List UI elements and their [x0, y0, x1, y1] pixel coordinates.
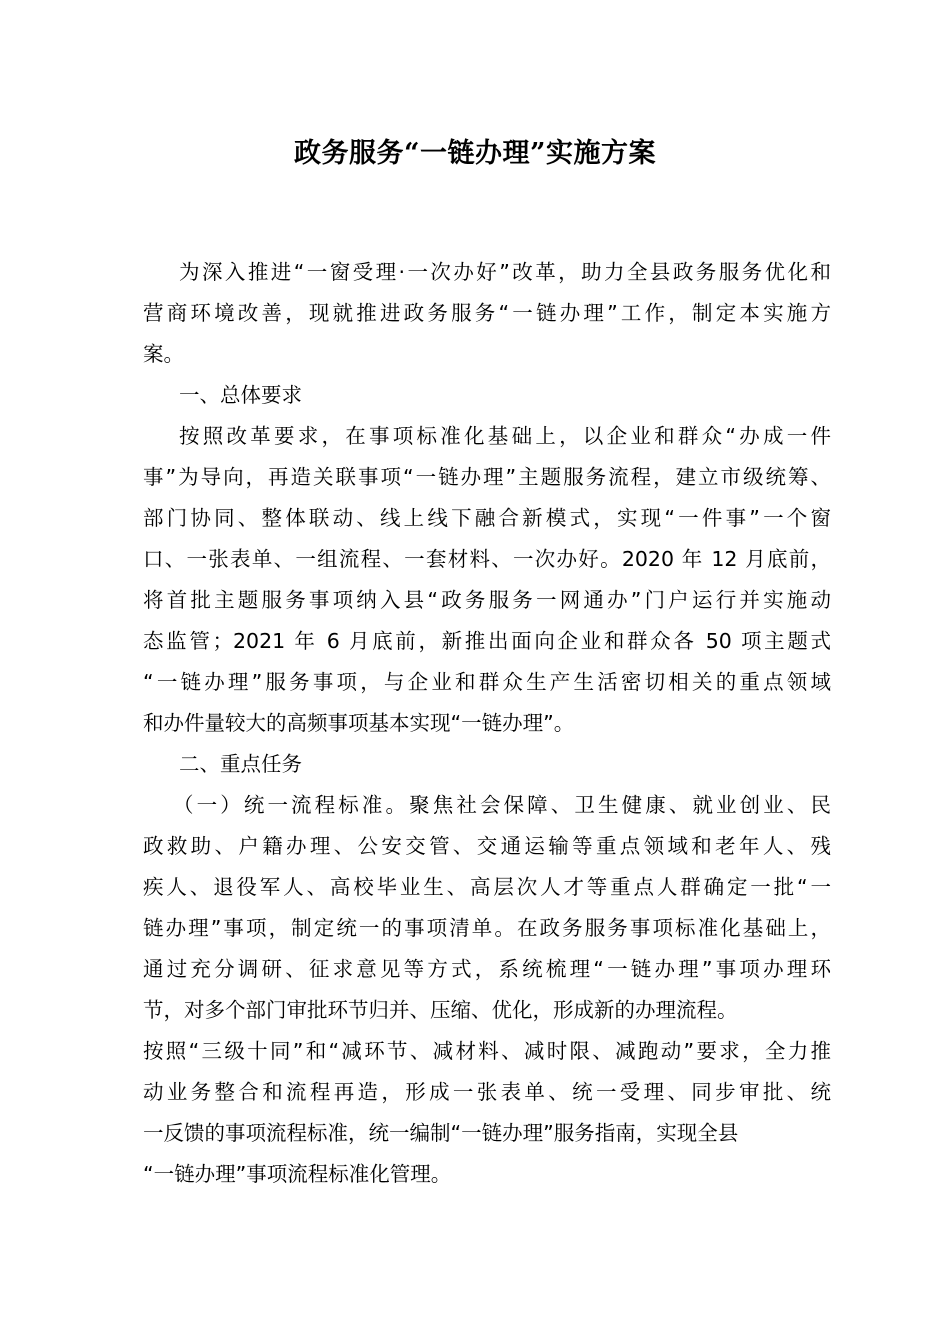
paragraph-line: 口、一张表单、一组流程、一套材料、一次办好。2020 年 12 月底前， — [143, 547, 831, 571]
paragraph-line: 营商环境改善，现就推进政务服务“一链办理”工作，制定本实施方 — [143, 301, 831, 325]
section-heading: 一、总体要求 — [179, 383, 302, 407]
paragraph-line: 将首批主题服务事项纳入县“政务服务一网通办”门户运行并实施动 — [143, 588, 831, 612]
paragraph-line: 通过充分调研、征求意见等方式，系统梳理“一链办理”事项办理环 — [143, 957, 831, 981]
paragraph-line: 态监管；2021 年 6 月底前，新推出面向企业和群众各 50 项主题式 — [143, 629, 831, 653]
paragraph-line: 链办理”事项，制定统一的事项清单。在政务服务事项标准化基础上， — [143, 916, 831, 940]
paragraph-line: 政救助、户籍办理、公安交管、交通运输等重点领域和老年人、残 — [143, 834, 831, 858]
paragraph-line: 部门协同、整体联动、线上线下融合新模式，实现“一件事”一个窗 — [143, 506, 831, 530]
paragraph-line: 案。 — [143, 342, 184, 366]
paragraph-line: 按照改革要求，在事项标准化基础上，以企业和群众“办成一件 — [179, 424, 831, 448]
paragraph-line: 事”为导向，再造关联事项“一链办理”主题服务流程，建立市级统筹、 — [143, 465, 831, 489]
paragraph-line: 节，对多个部门审批环节归并、压缩、优化，形成新的办理流程。 — [143, 998, 738, 1022]
document-title: 政务服务“一链办理”实施方案 — [293, 138, 657, 169]
paragraph-line: 动业务整合和流程再造，形成一张表单、统一受理、同步审批、统 — [143, 1080, 831, 1104]
section-heading: 二、重点任务 — [179, 752, 302, 776]
document-body — [143, 252, 831, 1195]
paragraph-line: “一链办理”服务事项，与企业和群众生产生活密切相关的重点领域 — [143, 670, 831, 694]
paragraph-line: 为深入推进“一窗受理·一次办好”改革，助力全县政务服务优化和 — [179, 260, 831, 284]
paragraph-line: 按照“三级十同”和“减环节、减材料、减时限、减跑动”要求，全力推 — [143, 1039, 831, 1063]
paragraph-line: 和办件量较大的高频事项基本实现“一链办理”。 — [143, 711, 575, 735]
paragraph-line: 疾人、退役军人、高校毕业生、高层次人才等重点人群确定一批“一 — [143, 875, 831, 899]
paragraph-line: （一）统一流程标准。聚焦社会保障、卫生健康、就业创业、民 — [173, 793, 831, 817]
paragraph-line: “一链办理”事项流程标准化管理。 — [143, 1162, 452, 1186]
paragraph-line: 一反馈的事项流程标准，统一编制“一链办理”服务指南，实现全县 — [143, 1121, 739, 1145]
